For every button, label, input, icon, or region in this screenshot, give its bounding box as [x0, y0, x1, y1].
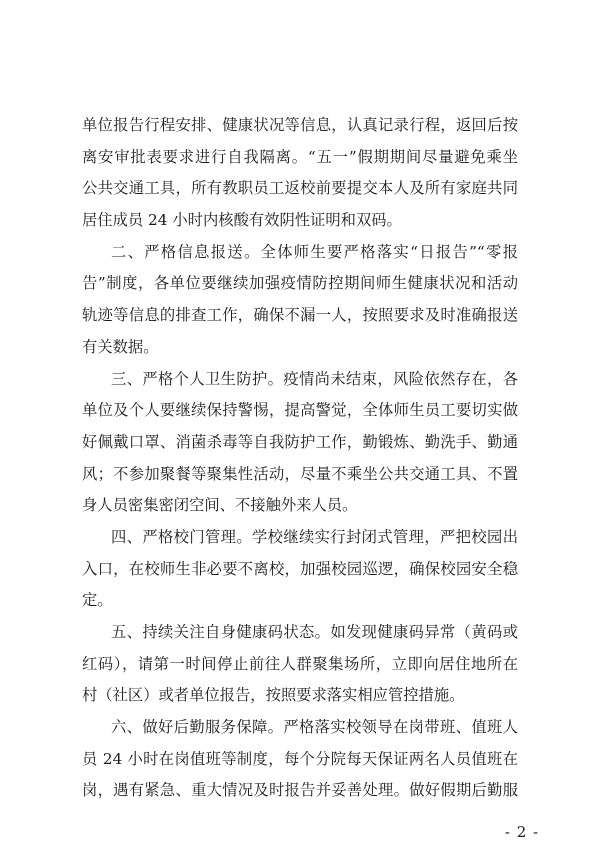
text-line: 告”制度，各单位要继续加强疫情防控期间师生健康状况和活动 [82, 274, 518, 293]
text-line: 定。 [82, 591, 113, 610]
text-line: 红码），请第一时间停止前往人群聚集场所，立即向居住地所在 [82, 654, 518, 673]
paragraph-continuation [82, 110, 518, 237]
page-number: - 2 - [504, 823, 540, 841]
paragraph-personal-hygiene [82, 364, 518, 522]
body-text [82, 110, 518, 807]
text-line: 五、持续关注自身健康码状态。如发现健康码异常（黄码或 [111, 623, 518, 641]
text-line: 岗，遇有紧急、重大情况及时报告并妥善处理。做好假期后勤服 [82, 781, 518, 800]
text-line: 员 24 小时在岗值班等制度，每个分院每天保证两名人员值班在 [82, 749, 518, 768]
text-line: 好佩戴口罩、消菌杀毒等自我防护工作，勤锻炼、勤洗手、勤通 [82, 432, 518, 451]
text-line: 六、做好后勤服务保障。严格落实校领导在岗带班、值班人 [111, 718, 518, 737]
text-line: 三、严格个人卫生防护。疫情尚未结束，风险依然存在，各 [111, 369, 518, 388]
text-line: 公共交通工具，所有教职员工返校前要提交本人及所有家庭共同 [82, 179, 518, 198]
text-line: 离安审批表要求进行自我隔离。“五一”假期期间尽量避免乘坐 [82, 147, 518, 166]
text-line: 入口，在校师生非必要不离校，加强校园巡逻，确保校园安全稳 [82, 559, 518, 578]
paragraph-info-reporting [82, 237, 518, 364]
text-line: 有关数据。 [82, 337, 159, 356]
text-line: 单位报告行程安排、健康状况等信息，认真记录行程，返回后按 [82, 116, 518, 134]
text-line: 轨迹等信息的排查工作，确保不漏一人，按照要求及时准确报送 [82, 306, 518, 325]
text-line: 单位及个人要继续保持警惕，提高警觉，全体师生员工要切实做 [82, 401, 518, 420]
text-line: 风；不参加聚餐等聚集性活动，尽量不乘坐公共交通工具、不置 [82, 464, 518, 483]
text-line: 村（社区）或者单位报告，按照要求落实相应管控措施。 [82, 686, 465, 705]
text-line: 二、严格信息报送。全体师生要严格落实“日报告”“零报 [111, 242, 518, 261]
paragraph-gate-management [82, 522, 518, 617]
paragraph-health-code [82, 617, 518, 712]
text-line: 身人员密集密闭空间、不接触外来人员。 [82, 496, 358, 515]
text-line: 四、严格校门管理。学校继续实行封闭式管理，严把校园出 [111, 527, 518, 546]
text-line: 居住成员 24 小时内核酸有效阴性证明和双码。 [82, 211, 402, 230]
paragraph-logistics [82, 712, 518, 807]
